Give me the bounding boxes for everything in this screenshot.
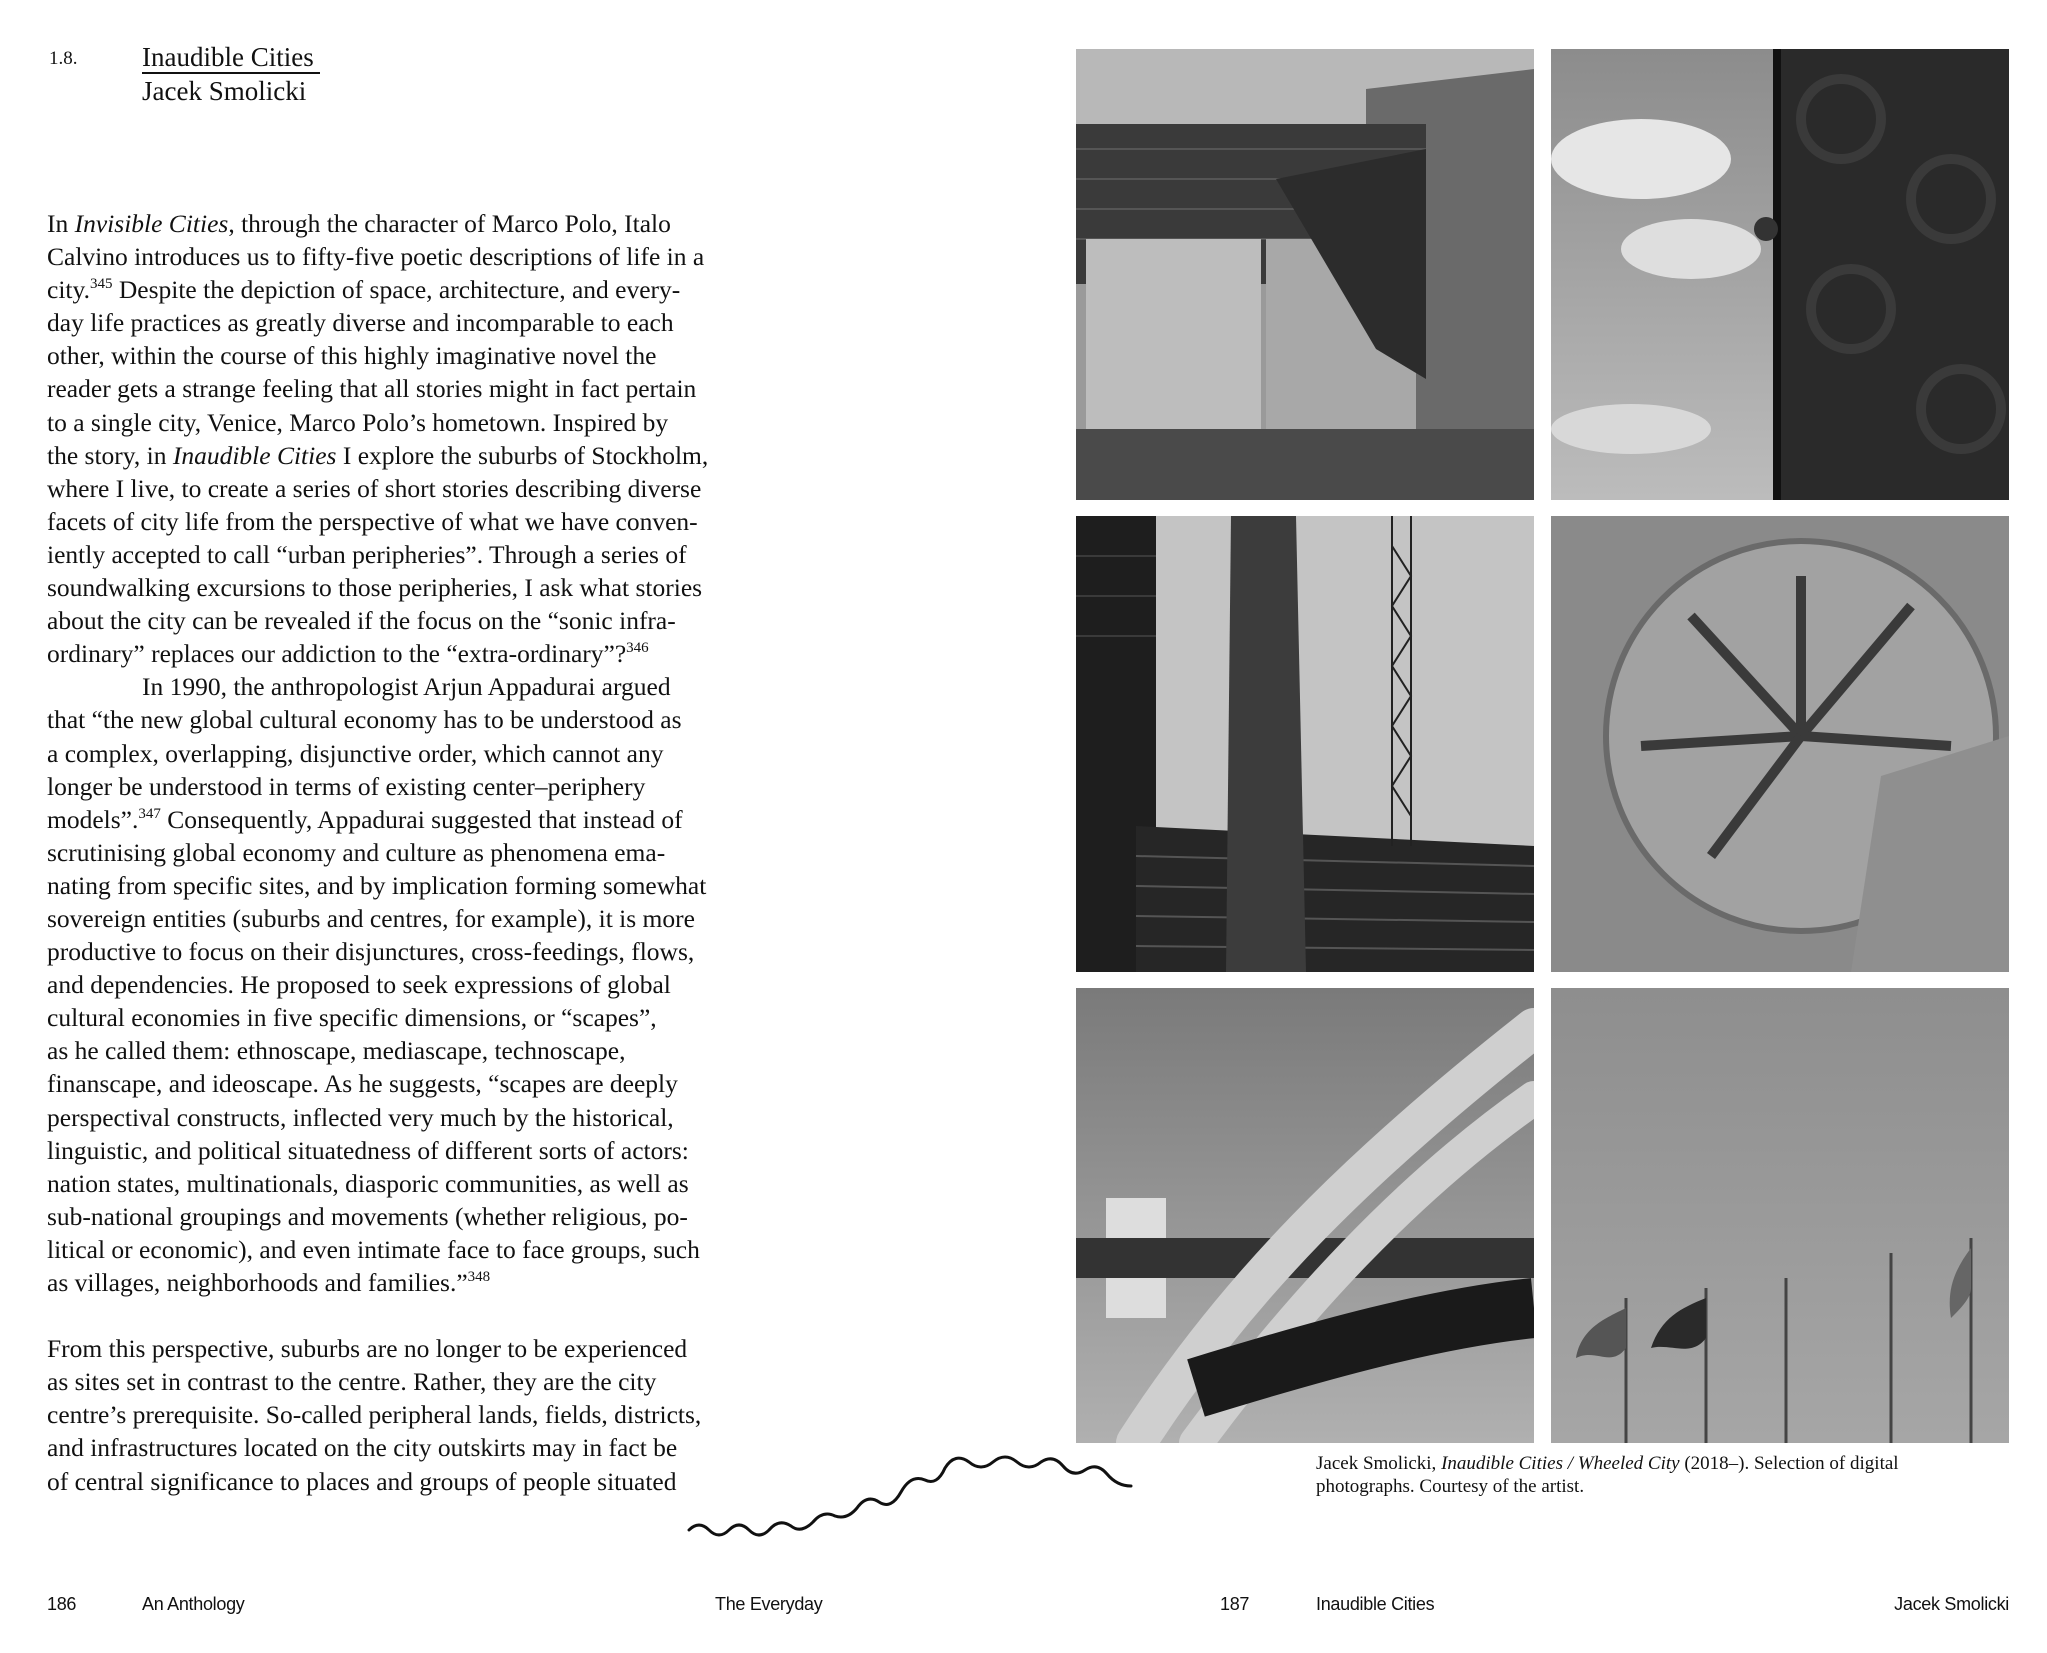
text-run: scrutinising global economy and culture as phenomena ema- [47,837,666,867]
caption-credit: photographs. Courtesy of the artist. [1316,1476,1585,1497]
text-run: finanscape, and ideoscape. As he suggests, “scapes are deeply [47,1069,678,1099]
section-number: 1.8. [49,48,78,69]
photo-tree-mast [1076,516,1534,972]
body-line [47,538,708,571]
text-run: perspectival constructs, inflected very much by the historical, [47,1102,674,1132]
text-run: From this perspective, suburbs are no longer to be experienced [47,1334,688,1364]
text-run: and dependencies. He proposed to seek expressions of global [47,970,671,1000]
caption-author: Jacek Smolicki, [1316,1453,1442,1474]
footer-author: Jacek Smolicki [1894,1594,2009,1614]
wavy-line-decoration [680,1440,1200,1550]
body-line [47,703,708,736]
body-line [47,406,708,439]
body-line [47,240,708,273]
footnote-ref: 347 [138,805,161,822]
paragraph-gap [47,1299,708,1332]
text-run: In [47,209,75,238]
body-line [47,306,708,339]
body-line [47,737,708,770]
body-line [47,207,708,240]
text-run: cultural economies in five specific dimensions, or “scapes”, [47,1003,657,1033]
body-line [47,1266,708,1299]
text-run: centre’s prerequisite. So-called peripheral lands, fields, districts, [47,1400,702,1430]
body-line [47,505,708,538]
body-line [47,372,708,405]
text-run: models”. [47,804,139,834]
body-line [47,1398,708,1431]
text-run: the story, in [47,440,173,470]
text-run: litical or economic), and even intimate face to face groups, such [47,1234,700,1264]
footer-book-title: An Anthology [142,1594,245,1614]
text-run: as he called them: ethnoscape, mediascape, technoscape, [47,1036,626,1066]
chapter-title: Inaudible Cities [142,42,320,74]
text-run: ordinary” replaces our addiction to the “extra-ordinary”? [47,639,627,669]
body-line [47,902,708,935]
text-run: In 1990, the anthropologist Arjun Appadurai argued [142,672,671,702]
body-line [47,1465,708,1498]
text-run: iently accepted to call “urban peripheries”. Through a series of [47,539,687,569]
chapter-heading [142,40,320,108]
body-line [47,637,708,670]
italic-title: Invisible Cities [74,209,229,238]
body-line [47,273,708,306]
body-line [47,1233,708,1266]
text-run: about the city can be revealed if the focus on the “sonic infra- [47,606,676,636]
footer-left-page-number: 186 [47,1594,77,1614]
caption-work-title: Inaudible Cities / Wheeled City [1441,1453,1680,1474]
text-run: Despite the depiction of space, architecture, and every- [112,275,681,305]
body-line [47,1034,708,1067]
caption-details: (2018–). Selection of digital [1679,1453,1899,1474]
photo-sky-wall [1551,49,2009,500]
body-line [47,1001,708,1034]
text-run: reader gets a strange feeling that all stories might in fact pertain [47,374,697,404]
text-run: sovereign entities (suburbs and centres, for example), it is more [47,903,695,933]
body-line [47,604,708,637]
body-line [47,439,708,472]
body-line [47,1332,708,1365]
text-run: Calvino introduces us to fifty-five poetic descriptions of life in a [47,242,705,272]
footer-section: The Everyday [715,1594,823,1614]
text-run: to a single city, Venice, Marco Polo’s hometown. Inspired by [47,407,669,437]
body-line [47,836,708,869]
body-line [47,968,708,1001]
chapter-author: Jacek Smolicki [142,76,307,106]
body-line [47,1167,708,1200]
footnote-ref: 346 [626,640,649,657]
text-run: that “the new global cultural economy has to be understood as [47,705,682,735]
body-line [47,869,708,902]
italic-title: Inaudible Cities [172,440,337,470]
text-run: a complex, overlapping, disjunctive order, which cannot any [47,738,664,768]
body-line [47,1067,708,1100]
text-run: facets of city life from the perspective of what we have conven- [47,506,698,536]
body-text [47,207,708,1498]
text-run: longer be understood in terms of existing center–periphery [47,771,646,801]
text-run: of central significance to places and groups of people situated [47,1466,677,1496]
text-run: soundwalking excursions to those peripheries, I ask what stories [47,573,703,603]
body-line [47,770,708,803]
body-line [47,803,708,836]
body-line [47,1200,708,1233]
text-run: nation states, multinationals, diasporic communities, as well as [47,1168,689,1198]
text-run: productive to focus on their disjunctures, cross-feedings, flows, [47,937,695,967]
photo-pipes [1076,988,1534,1443]
body-line [47,1134,708,1167]
body-line [47,339,708,372]
text-run: nating from specific sites, and by implication forming somewhat [47,870,707,900]
text-run: as villages, neighborhoods and families.” [47,1268,468,1297]
text-run: city. [47,275,90,305]
photo-caption [1316,1452,2016,1498]
footnote-ref: 348 [467,1269,491,1285]
body-line [47,1101,708,1134]
text-run: sub-national groupings and movements (whether religious, po- [47,1201,688,1231]
text-run: other, within the course of this highly imaginative novel the [47,341,657,371]
text-run: linguistic, and political situatedness of different sorts of actors: [47,1135,689,1165]
text-run: , through the character of Marco Polo, Italo [228,209,671,238]
body-line [47,472,708,505]
text-run: and infrastructures located on the city outskirts may in fact be [47,1433,678,1463]
photo-building-facade [1076,49,1534,500]
body-line [47,571,708,604]
body-line [47,935,708,968]
body-line [47,1365,708,1398]
body-line [47,670,708,703]
text-run: I explore the suburbs of Stockholm, [336,440,709,470]
photo-flags [1551,988,2009,1443]
text-run: Consequently, Appadurai suggested that instead of [160,804,683,834]
footer-chapter: Inaudible Cities [1316,1594,1435,1614]
body-line [47,1431,708,1464]
text-run: where I live, to create a series of short stories describing diverse [47,473,702,503]
photo-manhole-sand [1551,516,2009,972]
footer-right-page-number: 187 [1220,1594,1250,1614]
text-run: as sites set in contrast to the centre. Rather, they are the city [47,1367,657,1397]
text-run: day life practices as greatly diverse and incomparable to each [47,308,674,338]
footnote-ref: 345 [89,276,113,293]
